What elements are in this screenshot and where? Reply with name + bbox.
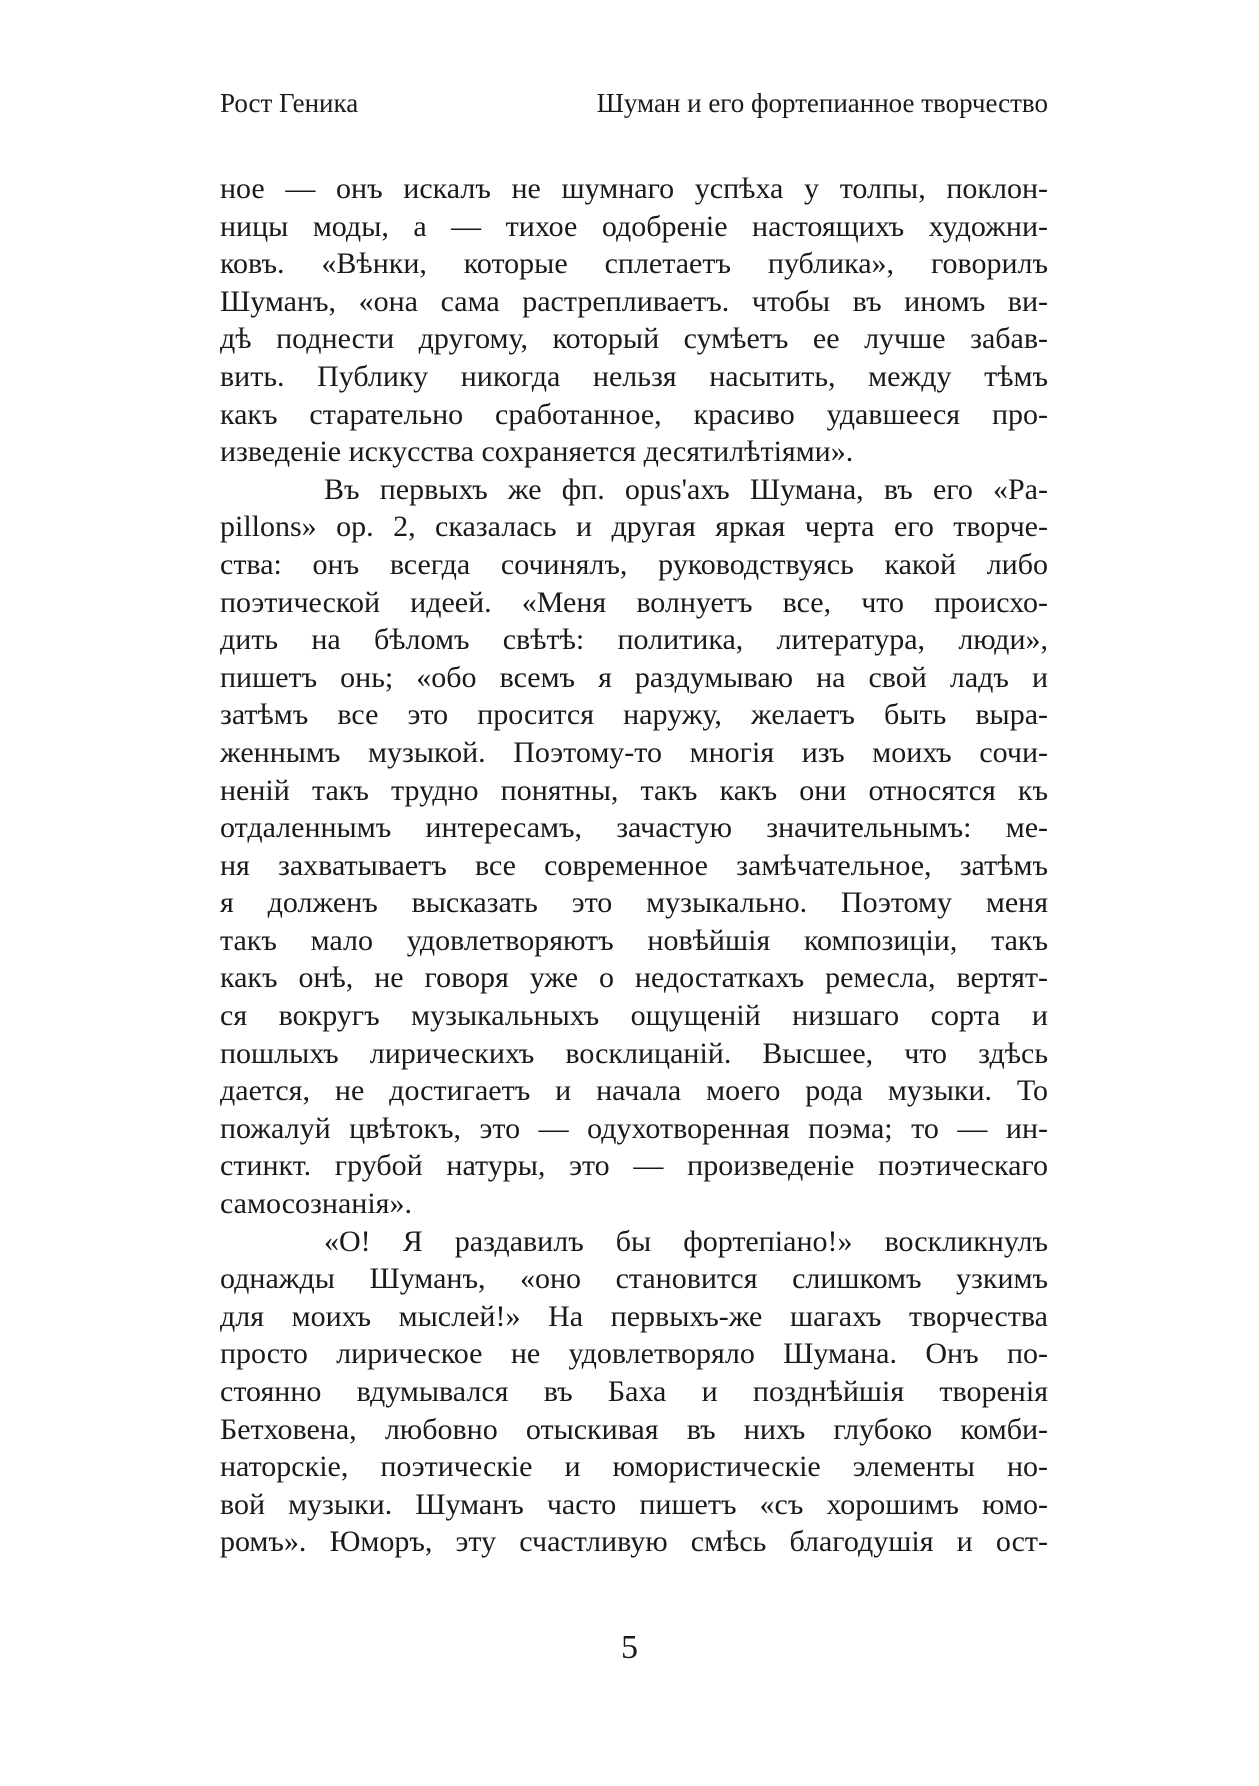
text-line: ницы моды, а — тихое одобреніе настоящихъ художни-	[220, 209, 1048, 243]
text-line: пишетъ онь; «обо всемъ я раздумываю на свой ладъ и	[220, 660, 1048, 694]
text-line: наторскіе, поэтическіе и юмористическіе элементы но-	[220, 1450, 1048, 1484]
text-line: женнымъ музыкой. Поэтому-то многія изъ моихъ сочи-	[220, 735, 1048, 769]
text-line: Шуманъ, «она сама растрепливаетъ. чтобы въ иномъ ви-	[220, 284, 1048, 318]
text-line: pillons» op. 2, сказалась и другая яркая черта его творче-	[220, 510, 1048, 544]
text-line: вить. Публику никогда нельзя насытить, между тѣмъ	[220, 359, 1048, 393]
text-line: ся вокругъ музыкальныхъ ощущеній низшаго сорта и	[220, 999, 1048, 1033]
text-line: дить на бѣломъ свѣтѣ: политика, литература, люди»,	[220, 623, 1048, 657]
text-line: дѣ поднести другому, который сумѣетъ ее лучше забав-	[220, 322, 1048, 356]
text-line: ромъ». Юморъ, эту счастливую смѣсь благодушія и ост-	[220, 1525, 1048, 1559]
text-line: Бетховена, любовно отыскивая въ нихъ глубоко комби-	[220, 1412, 1048, 1446]
text-line: однажды Шуманъ, «оно становится слишкомъ узкимъ	[220, 1262, 1048, 1296]
text-line: стоянно вдумывался въ Баха и позднѣйшія творенія	[220, 1375, 1048, 1408]
header-author: Рост Геника	[220, 88, 359, 118]
text-line: пожалуй цвѣтокъ, это — одухотворенная поэма; то — ин-	[220, 1111, 1048, 1145]
text-line: поэтической идеей. «Меня волнуетъ все, что происхо-	[220, 585, 1048, 619]
page-number: 5	[621, 1629, 638, 1666]
text-line: ное — онъ искалъ не шумнаго успѣха у толпы, поклон-	[220, 172, 1048, 205]
text-line: неній такъ трудно понятны, такъ какъ они относятся къ	[220, 773, 1048, 807]
text-line: какъ онѣ, не говоря уже о недостаткахъ ремесла, вертят-	[220, 961, 1048, 995]
header-book-title: Шуман и его фортепианное творчество	[596, 88, 1048, 118]
text-line: я долженъ высказать это музыкально. Поэтому меня	[220, 886, 1048, 920]
text-line: стинкт. грубой натуры, это — произведеніе поэтическаго	[220, 1149, 1048, 1183]
text-line: самосознанія».	[220, 1187, 412, 1221]
text-line: «О! Я раздавилъ бы фортепіано!» воскликнулъ	[324, 1224, 1048, 1258]
text-line: ства: онъ всегда сочинялъ, руководствуясь какой либо	[220, 547, 1048, 581]
text-line: дается, не достигаетъ и начала моего рода музыки. То	[220, 1074, 1048, 1108]
text-line: вой музыки. Шуманъ часто пишетъ «съ хорошимъ юмо-	[220, 1487, 1048, 1521]
text-line: Въ первыхъ же фп. opus'ахъ Шумана, въ его «Pa-	[324, 472, 1048, 506]
text-line: ковъ. «Вѣнки, которые сплетаетъ публика», говорилъ	[220, 247, 1048, 281]
text-line: такъ мало удовлетворяютъ новѣйшія композиціи, такъ	[220, 923, 1048, 957]
text-line: пошлыхъ лирическихъ восклицаній. Высшее, что здѣсь	[220, 1036, 1048, 1070]
text-line: отдаленнымъ интересамъ, зачастую значительнымъ: ме-	[220, 811, 1048, 845]
text-line: изведеніе искусства сохраняется десятилѣтіями».	[220, 435, 854, 469]
text-line: для моихъ мыслей!» На первыхъ-же шагахъ творчества	[220, 1299, 1048, 1333]
body-text	[220, 170, 1048, 1561]
text-line: затѣмъ все это просится наружу, желаетъ быть выра-	[220, 698, 1048, 732]
text-line: какъ старательно сработанное, красиво удавшееся про-	[220, 397, 1048, 431]
text-line: ня захватываетъ все современное замѣчательное, затѣмъ	[220, 848, 1048, 882]
running-header	[220, 83, 1048, 123]
text-line: просто лирическое не удовлетворяло Шумана. Онъ по-	[220, 1337, 1048, 1371]
